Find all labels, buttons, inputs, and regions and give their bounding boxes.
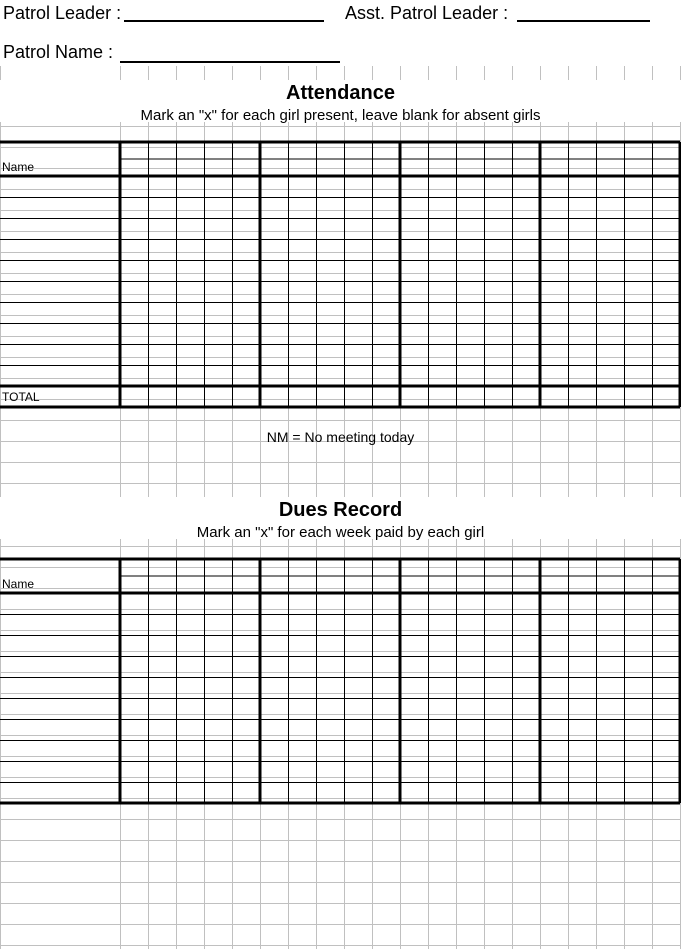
dues-title: Dues Record [278, 499, 403, 521]
attendance-title: Attendance [286, 82, 395, 104]
no-meeting-legend: NM = No meeting today [266, 429, 415, 445]
dues-instructions: Mark an "x" for each week paid by each girl [196, 524, 485, 541]
asst-patrol-leader-label: Asst. Patrol Leader : [345, 3, 509, 23]
attendance-name-header: Name [2, 160, 35, 174]
dues-name-header: Name [2, 577, 35, 591]
attendance-instructions: Mark an "x" for each girl present, leave blank for absent girls [140, 107, 541, 124]
patrol-leader-label: Patrol Leader : [3, 3, 122, 23]
attendance-total-label: TOTAL [2, 390, 40, 404]
patrol-name-label: Patrol Name : [3, 42, 114, 62]
